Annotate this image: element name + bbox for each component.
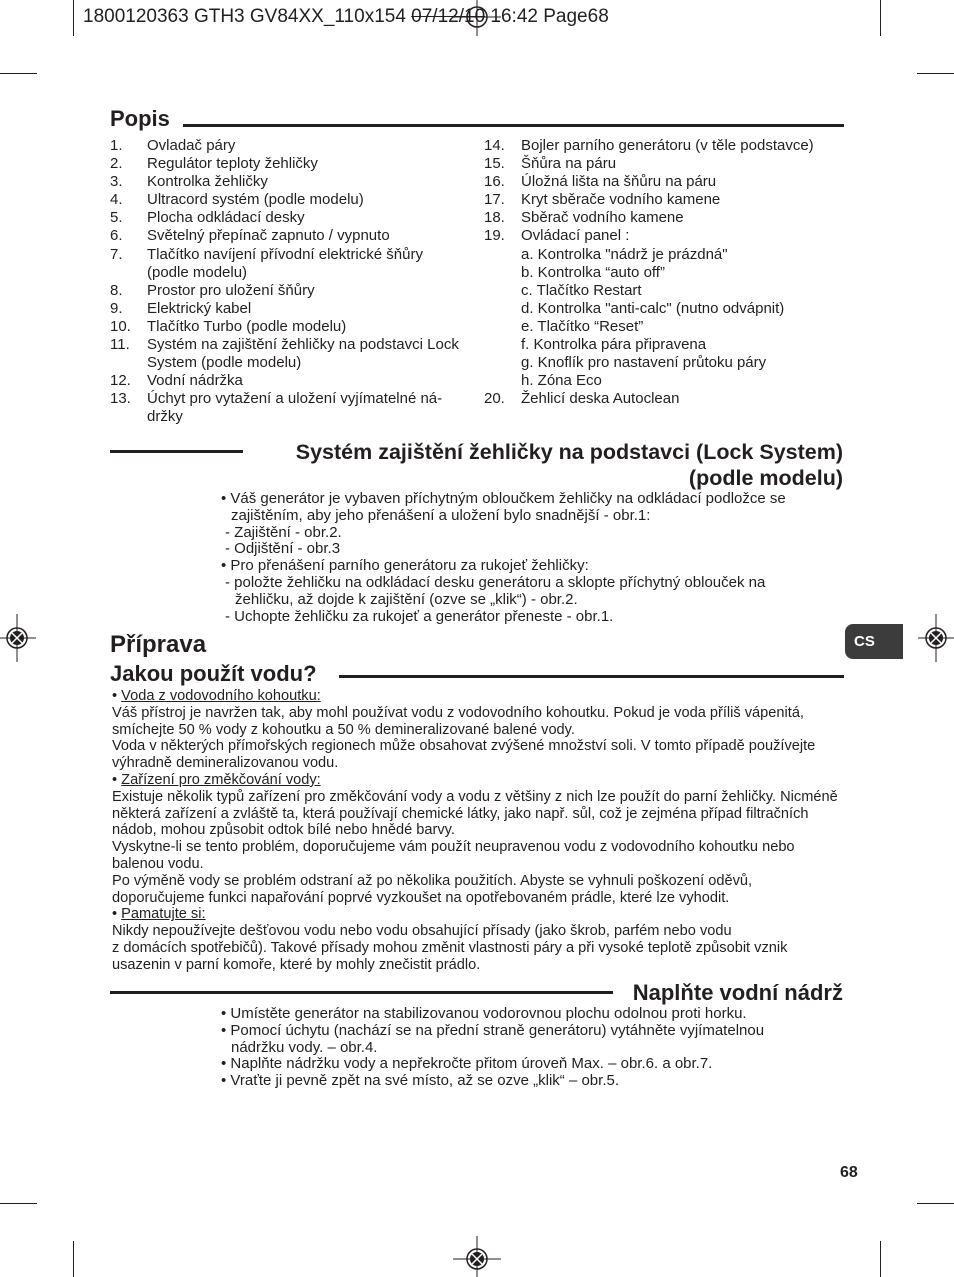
sub-list-item: h. Zóna Eco [521, 372, 602, 390]
slug-date: 07/12/10 [411, 6, 486, 27]
section-rule [183, 124, 844, 127]
slug-time-page: 16:42 Page68 [490, 6, 609, 27]
sub-list-item: d. Kontrolka "anti-calc" (nutno odvápnit) [521, 299, 785, 317]
registration-mark-icon [0, 614, 36, 662]
list-item: 9. Elektrický kabel [110, 299, 252, 317]
sub-list-item: e. Tlačítko “Reset” [521, 317, 644, 335]
list-item: 18. Sběrač vodního kamene [484, 209, 684, 227]
list-item: 16. Úložná lišta na šňůru na páru [484, 173, 717, 191]
water-text: • Voda z vodovodního kohoutku: Váš přístroj je navržen tak, aby mohl používat vodu z vodovodního kohoutku. Pokud je voda příliš vápenitá, smíchejte 50 % vody z kohoutku a 50 % demineralizované balené vody. Voda v některých přímořských regionech může obsahovat zvýšené množství soli. V tomto případě používejte výhradně demineralizovanou vodu. • Zařízení pro změkčování vody: Existuje několik typů zařízení pro změkčování vody a vodu z většiny z nich lze použít do parní žehličky. Nicméně některá zařízení a zvláště ta, která používají chemické látky, jako např. sůl, což je zejména případ filtračních nádob, mohou způsobit odtok bílé nebo hnědé barvy. Vyskytne-li se tento problém, doporučujeme vám použít neupravenou vodu z vodovodního kohoutku nebo balenou vodu. Po výměně vody se problém odstraní až po několika použitích. Abyste se vyhnuli poškození oděvů, doporučujeme funkci napařování poprvé vyzkoušet na opotřebovaném prádle, které lze vyhodit. • Pamatujte si: Nikdy nepoužívejte dešťovou vodu nebo vodu obsahující přísady (jako škrob, parfém nebo vodu z domácích spotřebičů). Takové přísady mohou změnit vlastnosti páry a při vysoké teplotě způsobit vznik usazenin v parní komoře, které by mohly znečistit prádlo. [112, 688, 838, 973]
sub-list-item: c. Tlačítko Restart [521, 281, 642, 299]
sub-list-item: f. Kontrolka pára připravena [521, 336, 707, 354]
section-rule [110, 450, 243, 453]
parts-list-right [484, 137, 849, 408]
section-rule [339, 675, 844, 678]
list-item: 6. Světelný přepínač zapnuto / vypnuto [110, 227, 390, 245]
list-item: 4. Ultracord systém (podle modelu) [110, 191, 364, 209]
priprava-title: Příprava [110, 631, 207, 658]
lock-heading: Systém zajištění žehličky na podstavci (Lock System) (podle modelu) [295, 440, 843, 490]
list-item: 11. Systém na zajištění žehličky na podstavci Lock System (podle modelu) [110, 336, 459, 372]
list-item: 8. Prostor pro uložení šňůry [110, 281, 315, 299]
print-slug [83, 6, 609, 28]
list-item: 12. Vodní nádržka [110, 372, 243, 390]
list-item: 13. Úchyt pro vytažení a uložení vyjímatelné ná-držky [110, 390, 443, 426]
list-item: 17. Kryt sběrače vodního kamene [484, 191, 721, 209]
list-item: 14. Bojler parního generátoru (v těle podstavce) [484, 137, 814, 154]
list-item: 10. Tlačítko Turbo (podle modelu) [110, 317, 347, 335]
parts-list-left [110, 137, 460, 427]
list-item: 19. Ovládací panel : [484, 227, 630, 245]
list-item: 7. Tlačítko navíjení přívodní elektrické šňůry (podle modelu) [110, 245, 423, 281]
fill-heading: Naplňte vodní nádrž [632, 980, 843, 1005]
list-item: 2. Regulátor teploty žehličky [110, 155, 318, 173]
sub-list-item: b. Kontrolka “auto off” [521, 263, 665, 281]
page-number: 68 [840, 1164, 858, 1181]
fill-instructions: • Umístěte generátor na stabilizovanou vodorovnou plochu odolnou proti horku. • Pomocí úchytu (nachází se na přední straně generátoru) vytáhněte vyjímatelnou nádržku vody. – obr.4. • Naplňte nádržku vody a nepřekročte přitom úroveň Max. – obr.6. a obr.7. • Vraťte ji pevně zpět na své místo, až se ozve „klik“ – obr.5. [221, 1005, 765, 1090]
list-item: 15. Šňůra na páru [484, 155, 617, 173]
lock-instructions: • Váš generátor je vybaven příchytným obloučkem žehličky na odkládací podložce se zajištěním, aby jeho přenášení a uložení bylo snadnější - obr.1: - Zajištění - obr.2. - Odjištění - obr.3 • Pro přenášení parního generátoru za rukojeť žehličky: - položte žehličku na odkládací desku generátoru a sklopte příchytný oblouček na žehličku, až dojde k zajištění (ozve se „klik“) - obr.2. - Uchopte žehličku za rukojeť a generátor přeneste - obr.1. [221, 490, 786, 625]
list-item: 5. Plocha odkládací desky [110, 209, 305, 227]
slug-text: 1800120363 GTH3 GV84XX_110x154 [83, 6, 406, 27]
registration-mark-icon [453, 1236, 501, 1277]
section-rule [110, 991, 613, 994]
registration-mark-icon [453, 0, 501, 36]
list-item: 1. Ovladač páry [110, 137, 236, 154]
sub-list-item: g. Knoflík pro nastavení průtoku páry [521, 354, 767, 372]
registration-mark-icon [918, 614, 954, 662]
popis-heading: Popis [110, 106, 170, 131]
list-item: 20. Žehlicí deska Autoclean [484, 390, 680, 408]
language-tab: CS [845, 624, 903, 659]
list-item: 3. Kontrolka žehličky [110, 173, 268, 191]
sub-list-item: a. Kontrolka "nádrž je prázdná" [521, 245, 728, 263]
water-heading: Jakou použít vodu? [110, 661, 317, 686]
